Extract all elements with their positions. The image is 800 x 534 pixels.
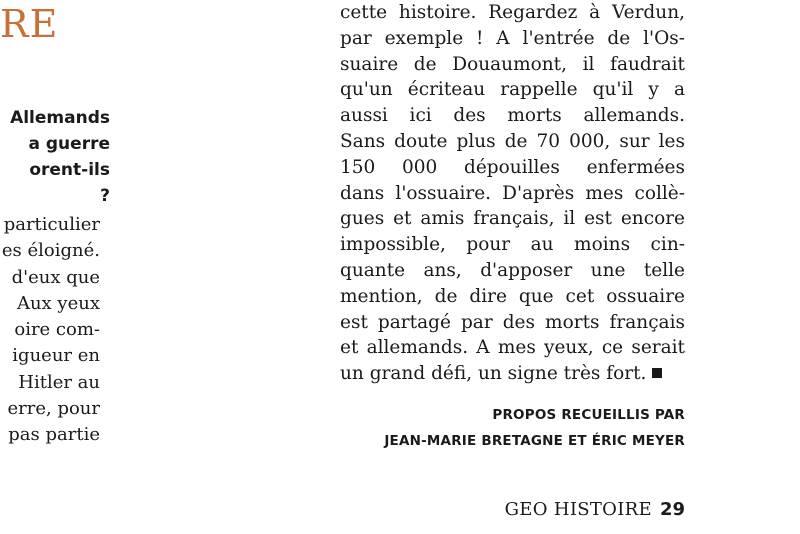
text-line: mention, de dire que cet ossuaire <box>340 285 685 307</box>
end-of-article-square-icon <box>652 368 662 378</box>
answer-line: particulier <box>3 214 100 235</box>
text-line: Sans doute plus de 70 000, sur les <box>340 130 685 152</box>
left-answer-text <box>0 212 100 449</box>
text-line: est partagé par des morts français <box>340 311 685 333</box>
answer-line: Hitler au <box>18 371 100 393</box>
magazine-name: GEO HISTOIRE <box>504 499 652 520</box>
right-column-text <box>340 0 685 387</box>
text-line: aussi ici des morts allemands. <box>340 105 685 127</box>
answer-line: Aux yeux <box>16 292 100 314</box>
answer-line: igueur en <box>12 345 100 367</box>
interview-credits <box>340 402 685 454</box>
text-line: 150 000 dépouilles enfermées <box>340 156 685 178</box>
answer-line: oire com- <box>14 319 100 341</box>
section-heading-fragment: RE <box>0 2 59 46</box>
answer-line: pas partie <box>8 424 100 446</box>
text-line-final <box>340 361 685 387</box>
page-footer <box>340 497 685 522</box>
text-line: suaire de Douaumont, il faudrait <box>340 53 685 75</box>
text-line: gues et amis français, il est encore <box>340 208 685 230</box>
question-line: a guerre <box>28 134 110 154</box>
question-line: Allemands <box>10 108 110 128</box>
text-line: cette histoire. Regardez à Verdun, <box>340 2 685 23</box>
page-number: 29 <box>659 499 685 520</box>
text-line: dans l'ossuaire. D'après mes collè- <box>340 182 685 204</box>
text-line: impossible, pour au moins cin- <box>340 234 685 256</box>
interview-question <box>0 105 110 209</box>
answer-line: erre, pour <box>7 398 100 420</box>
credits-line-1: PROPOS RECUEILLIS PAR <box>492 407 685 423</box>
question-line: orent-ils <box>29 160 110 180</box>
final-sentence: un grand défi, un signe très fort. <box>340 363 647 385</box>
text-line: et allemands. A mes yeux, ce serait <box>340 337 685 359</box>
answer-line: es éloigné. <box>1 240 100 262</box>
question-line: ? <box>100 186 110 206</box>
text-line: quante ans, d'apposer une telle <box>340 259 685 281</box>
answer-line: d'eux que <box>11 266 100 288</box>
credits-line-2: JEAN-MARIE BRETAGNE ET ÉRIC MEYER <box>384 433 685 449</box>
text-line: par exemple ! A l'entrée de l'Os- <box>340 27 685 49</box>
text-line: qu'un écriteau rappelle qu'il y a <box>340 79 685 101</box>
